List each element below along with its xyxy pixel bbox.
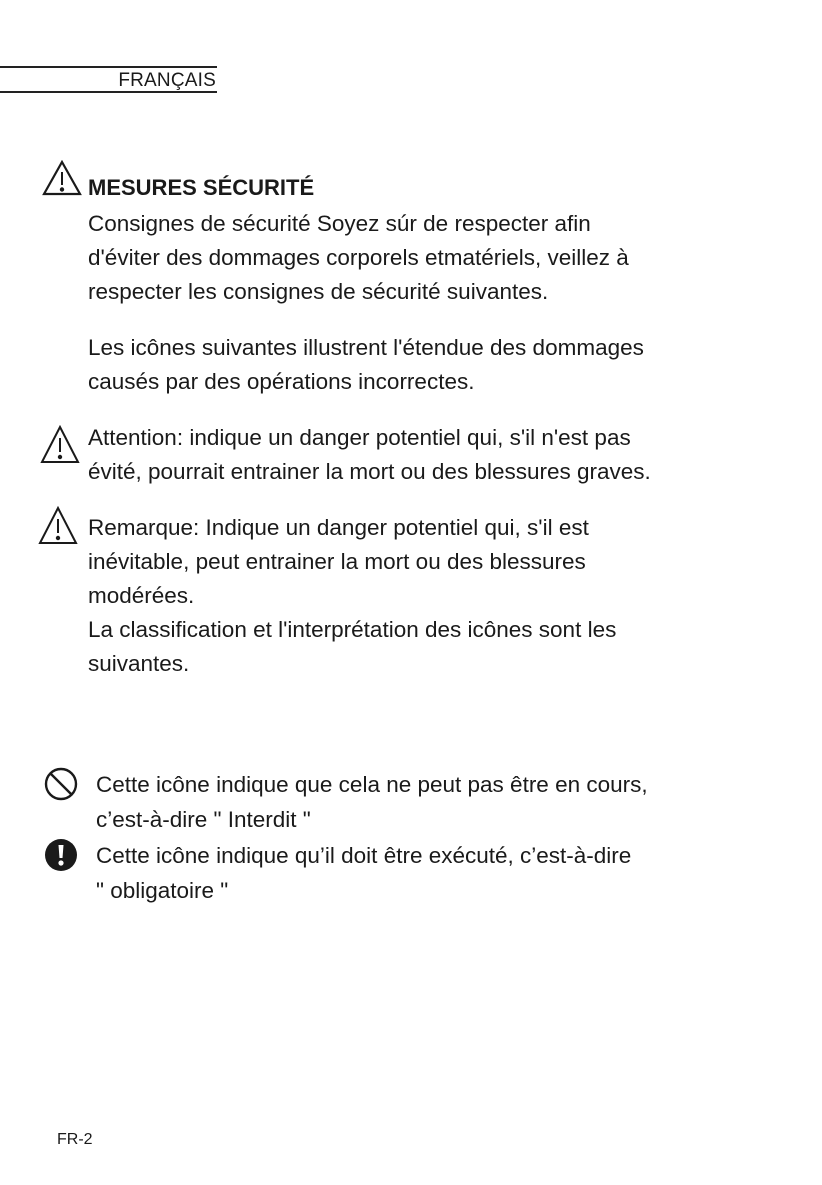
mandatory-line: Cette icône indique qu’il doit être exécuté, c’est-à-dire (96, 843, 632, 868)
page-number: FR-2 (57, 1131, 93, 1148)
intro-line: d'éviter des dommages corporels etmatériels, veillez à (88, 245, 629, 270)
intro-paragraph (88, 207, 629, 309)
remarque-paragraph (88, 511, 616, 681)
prohibited-circle-icon (44, 767, 78, 801)
icons-line: causés par des opérations incorrectes. (88, 369, 475, 394)
warning-triangle-icon (42, 160, 82, 196)
remarque-line: suivantes. (88, 651, 190, 676)
prohibited-description (96, 767, 648, 837)
attention-line: évité, pourrait entrainer la mort ou des blessures graves. (88, 459, 651, 484)
section-title: MESURES SÉCURITÉ (88, 175, 315, 200)
intro-line: respecter les consignes de sécurité suivantes. (88, 279, 549, 304)
remarque-line: Remarque: Indique un danger potentiel qui, s'il est (88, 515, 589, 540)
remarque-line: modérées. (88, 583, 195, 608)
remarque-line: inévitable, peut entrainer la mort ou des blessures (88, 549, 586, 574)
language-label: FRANÇAIS (118, 70, 216, 91)
attention-paragraph (88, 421, 651, 489)
icons-paragraph (88, 331, 644, 399)
mandatory-description (96, 838, 631, 908)
warning-triangle-icon (40, 425, 80, 465)
prohibited-line: Cette icône indique que cela ne peut pas être en cours, (96, 772, 648, 797)
attention-line: Attention: indique un danger potentiel qui, s'il n'est pas (88, 425, 631, 450)
remarque-line: La classification et l'interprétation des icônes sont les (88, 617, 617, 642)
language-header (0, 66, 217, 93)
intro-line: Consignes de sécurité Soyez súr de respecter afin (88, 211, 591, 236)
prohibited-line: c’est-à-dire " Interdit " (96, 807, 311, 832)
mandatory-line: " obligatoire " (96, 878, 229, 903)
mandatory-exclamation-icon (44, 838, 78, 872)
icons-line: Les icônes suivantes illustrent l'étendue des dommages (88, 335, 644, 360)
warning-triangle-icon (38, 506, 78, 546)
